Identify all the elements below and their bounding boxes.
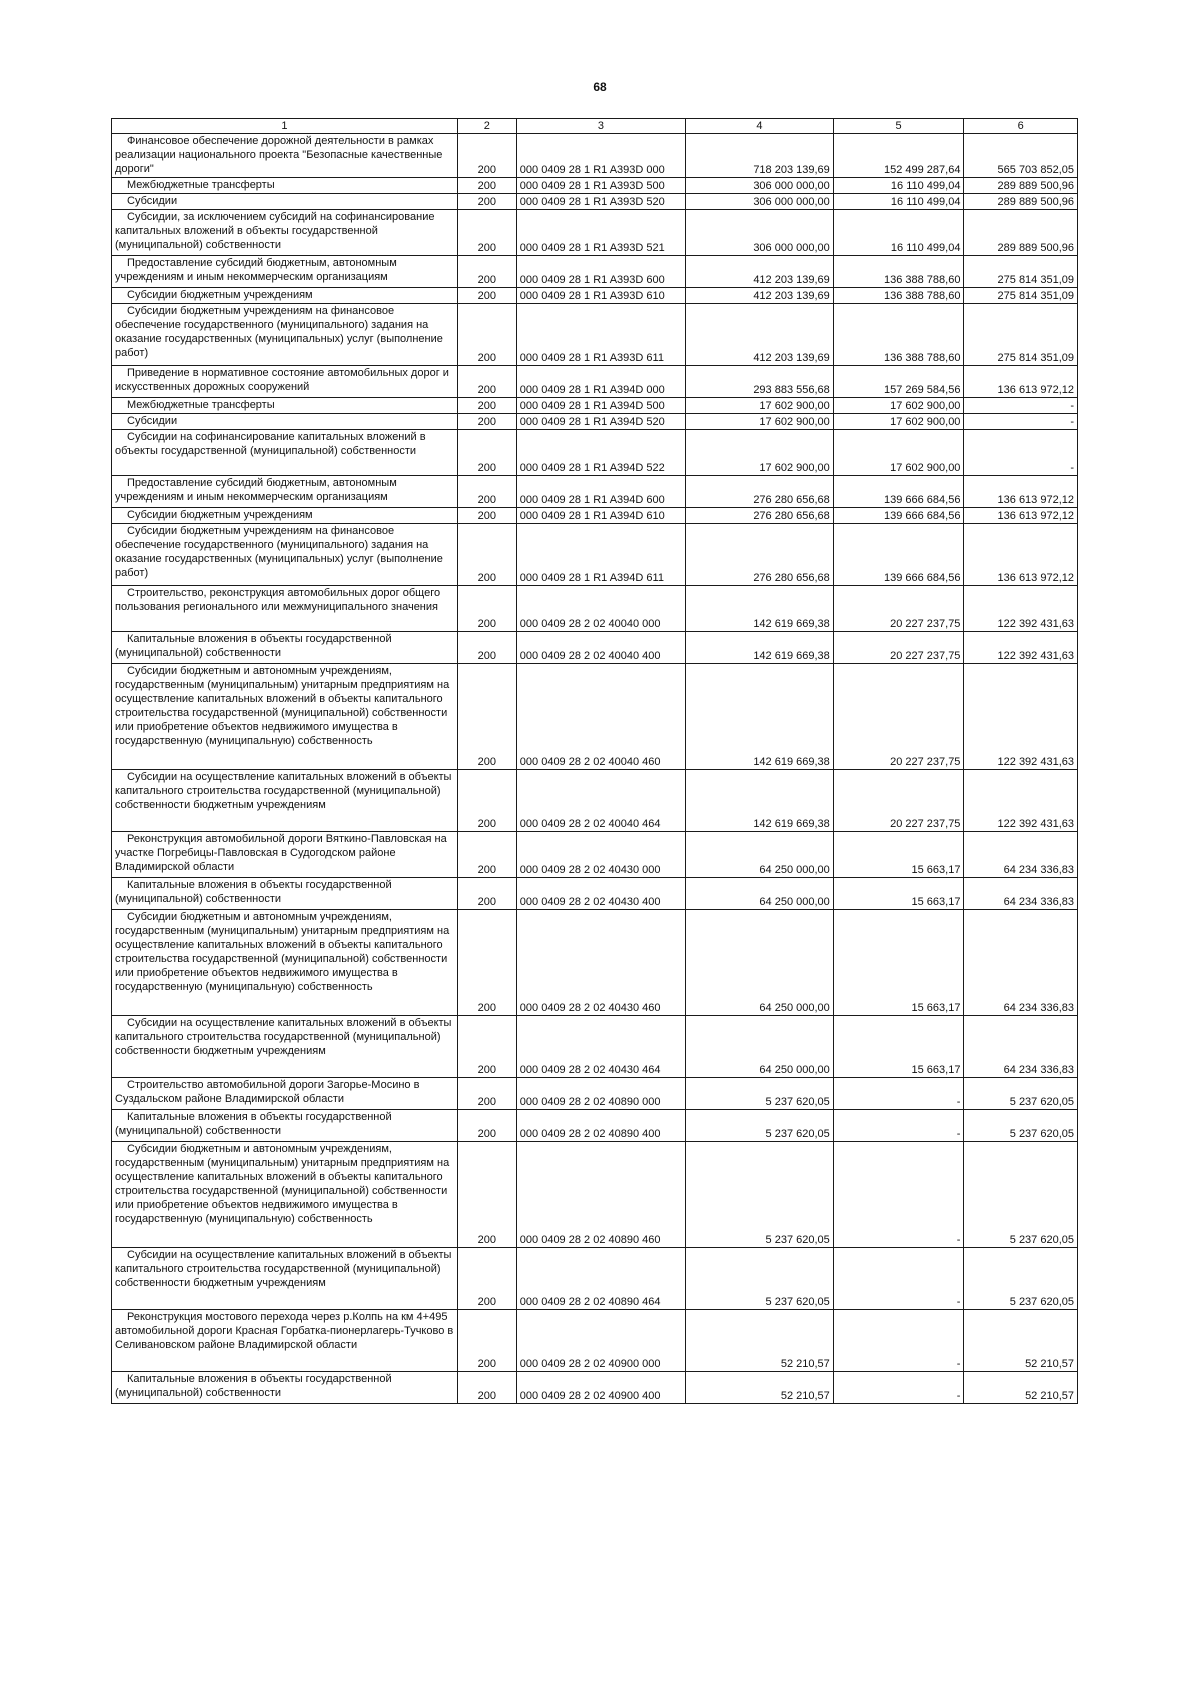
row-value-col4: 64 250 000,00: [686, 1016, 834, 1078]
row-name: Субсидии на осуществление капитальных вложений в объекты капитального строительства государственной (муниципальной) собственности бюджетным учреждениям: [112, 1248, 458, 1310]
row-value-col6: 275 814 351,09: [964, 288, 1078, 304]
row-budget-code: 000 0409 28 1 R1 A394D 610: [516, 508, 685, 524]
row-admin-code: 200: [457, 304, 516, 366]
row-value-col6: 64 234 336,83: [964, 878, 1078, 910]
row-value-col5: 16 110 499,04: [833, 210, 964, 256]
row-value-col5: -: [833, 1078, 964, 1110]
header-col-2: 2: [457, 119, 516, 134]
row-value-col4: 142 619 669,38: [686, 586, 834, 632]
row-budget-code: 000 0409 28 1 R1 A394D 522: [516, 430, 685, 476]
row-name: Субсидии на осуществление капитальных вложений в объекты капитального строительства государственной (муниципальной) собственности бюджетным учреждениям: [112, 770, 458, 832]
table-row: [112, 586, 1078, 632]
row-admin-code: 200: [457, 508, 516, 524]
table-row: [112, 476, 1078, 508]
table-row: [112, 366, 1078, 398]
row-name: Капитальные вложения в объекты государственной (муниципальной) собственности: [112, 632, 458, 664]
row-admin-code: 200: [457, 1078, 516, 1110]
row-budget-code: 000 0409 28 2 02 40900 400: [516, 1372, 685, 1404]
row-budget-code: 000 0409 28 1 R1 A394D 600: [516, 476, 685, 508]
row-admin-code: 200: [457, 476, 516, 508]
row-value-col4: 306 000 000,00: [686, 194, 834, 210]
table-row: [112, 288, 1078, 304]
row-name: Субсидии на софинансирование капитальных вложений в объекты государственной (муниципальной) собственности: [112, 430, 458, 476]
row-value-col5: 20 227 237,75: [833, 586, 964, 632]
row-value-col4: 412 203 139,69: [686, 304, 834, 366]
row-value-col4: 276 280 656,68: [686, 476, 834, 508]
row-name: Реконструкция автомобильной дороги Вяткино-Павловская на участке Погребицы-Павловская в Судогодском районе Владимирской области: [112, 832, 458, 878]
row-budget-code: 000 0409 28 2 02 40890 000: [516, 1078, 685, 1110]
table-row: [112, 1310, 1078, 1372]
row-value-col6: 289 889 500,96: [964, 178, 1078, 194]
row-value-col6: 122 392 431,63: [964, 632, 1078, 664]
header-col-6: 6: [964, 119, 1078, 134]
table-header-row: [112, 119, 1078, 134]
row-value-col6: 136 613 972,12: [964, 366, 1078, 398]
row-value-col6: 52 210,57: [964, 1310, 1078, 1372]
page-number: 68: [593, 80, 607, 94]
row-value-col4: 17 602 900,00: [686, 414, 834, 430]
row-admin-code: 200: [457, 770, 516, 832]
row-value-col4: 412 203 139,69: [686, 288, 834, 304]
row-admin-code: 200: [457, 194, 516, 210]
row-name: Капитальные вложения в объекты государственной (муниципальной) собственности: [112, 878, 458, 910]
row-budget-code: 000 0409 28 2 02 40430 464: [516, 1016, 685, 1078]
row-budget-code: 000 0409 28 1 R1 A394D 520: [516, 414, 685, 430]
table-row: [112, 256, 1078, 288]
table-row: [112, 1142, 1078, 1248]
row-value-col5: -: [833, 1110, 964, 1142]
table-row: [112, 398, 1078, 414]
row-admin-code: 200: [457, 1110, 516, 1142]
row-admin-code: 200: [457, 256, 516, 288]
row-value-col4: 17 602 900,00: [686, 430, 834, 476]
row-value-col6: 122 392 431,63: [964, 664, 1078, 770]
row-value-col6: 5 237 620,05: [964, 1110, 1078, 1142]
row-value-col5: -: [833, 1310, 964, 1372]
row-value-col6: 136 613 972,12: [964, 508, 1078, 524]
row-value-col4: 142 619 669,38: [686, 664, 834, 770]
table-row: [112, 414, 1078, 430]
row-value-col5: 17 602 900,00: [833, 414, 964, 430]
row-name: Субсидии бюджетным учреждениям: [112, 508, 458, 524]
table-body: [112, 134, 1078, 1404]
row-admin-code: 200: [457, 1248, 516, 1310]
row-value-col5: 16 110 499,04: [833, 178, 964, 194]
row-value-col5: 20 227 237,75: [833, 770, 964, 832]
table-row: [112, 1248, 1078, 1310]
row-admin-code: 200: [457, 430, 516, 476]
row-value-col4: 64 250 000,00: [686, 910, 834, 1016]
row-admin-code: 200: [457, 210, 516, 256]
row-name: Предоставление субсидий бюджетным, автономным учреждениям и иным некоммерческим организациям: [112, 476, 458, 508]
table-row: [112, 910, 1078, 1016]
row-value-col6: 275 814 351,09: [964, 256, 1078, 288]
row-value-col5: 20 227 237,75: [833, 664, 964, 770]
row-value-col6: 64 234 336,83: [964, 1016, 1078, 1078]
row-name: Реконструкция мостового перехода через р.Колпь на км 4+495 автомобильной дороги Красная Горбатка-пионерлагерь-Тучково в Селивановском районе Владимирской области: [112, 1310, 458, 1372]
row-name: Капитальные вложения в объекты государственной (муниципальной) собственности: [112, 1372, 458, 1404]
row-value-col6: 5 237 620,05: [964, 1078, 1078, 1110]
row-value-col6: 136 613 972,12: [964, 476, 1078, 508]
row-budget-code: 000 0409 28 1 R1 A393D 611: [516, 304, 685, 366]
row-name: Субсидии, за исключением субсидий на софинансирование капитальных вложений в объекты государственной (муниципальной) собственности: [112, 210, 458, 256]
row-value-col4: 64 250 000,00: [686, 878, 834, 910]
table-row: [112, 664, 1078, 770]
row-name: Финансовое обеспечение дорожной деятельности в рамках реализации национального проекта "Безопасные качественные дороги": [112, 134, 458, 178]
table-row: [112, 194, 1078, 210]
row-admin-code: 200: [457, 366, 516, 398]
row-budget-code: 000 0409 28 1 R1 A393D 520: [516, 194, 685, 210]
row-name: Межбюджетные трансферты: [112, 398, 458, 414]
row-name: Субсидии бюджетным учреждениям: [112, 288, 458, 304]
row-value-col5: -: [833, 1142, 964, 1248]
row-name: Субсидии бюджетным и автономным учреждениям, государственным (муниципальным) унитарным предприятиям на осуществление капитальных вложений в объекты капитального строительства государственной (муниципальной) собственности или приобретение объектов недвижимого имущества в государственную (муниципальную) собственность: [112, 1142, 458, 1248]
row-budget-code: 000 0409 28 2 02 40890 460: [516, 1142, 685, 1248]
table-row: [112, 1110, 1078, 1142]
table-row: [112, 134, 1078, 178]
row-admin-code: 200: [457, 910, 516, 1016]
row-admin-code: 200: [457, 288, 516, 304]
row-value-col6: 52 210,57: [964, 1372, 1078, 1404]
row-value-col5: 16 110 499,04: [833, 194, 964, 210]
row-value-col6: 136 613 972,12: [964, 524, 1078, 586]
row-name: Субсидии: [112, 414, 458, 430]
row-value-col4: 5 237 620,05: [686, 1110, 834, 1142]
row-value-col6: 289 889 500,96: [964, 210, 1078, 256]
row-value-col5: 15 663,17: [833, 878, 964, 910]
row-value-col4: 276 280 656,68: [686, 524, 834, 586]
row-value-col5: -: [833, 1372, 964, 1404]
table-row: [112, 1372, 1078, 1404]
table-row: [112, 508, 1078, 524]
row-admin-code: 200: [457, 632, 516, 664]
row-value-col4: 52 210,57: [686, 1372, 834, 1404]
row-budget-code: 000 0409 28 1 R1 A393D 000: [516, 134, 685, 178]
row-value-col6: 275 814 351,09: [964, 304, 1078, 366]
header-col-5: 5: [833, 119, 964, 134]
row-budget-code: 000 0409 28 2 02 40040 460: [516, 664, 685, 770]
row-value-col5: 157 269 584,56: [833, 366, 964, 398]
table-row: [112, 178, 1078, 194]
header-col-1: 1: [112, 119, 458, 134]
row-value-col5: 152 499 287,64: [833, 134, 964, 178]
table-row: [112, 430, 1078, 476]
row-budget-code: 000 0409 28 2 02 40890 464: [516, 1248, 685, 1310]
row-budget-code: 000 0409 28 2 02 40900 000: [516, 1310, 685, 1372]
row-value-col6: 64 234 336,83: [964, 832, 1078, 878]
row-value-col4: 142 619 669,38: [686, 770, 834, 832]
row-value-col5: 20 227 237,75: [833, 632, 964, 664]
row-value-col5: 15 663,17: [833, 910, 964, 1016]
row-value-col5: 136 388 788,60: [833, 288, 964, 304]
row-name: Субсидии бюджетным и автономным учреждениям, государственным (муниципальным) унитарным предприятиям на осуществление капитальных вложений в объекты капитального строительства государственной (муниципальной) собственности или приобретение объектов недвижимого имущества в государственную (муниципальную) собственность: [112, 664, 458, 770]
table-row: [112, 878, 1078, 910]
row-value-col5: 139 666 684,56: [833, 524, 964, 586]
row-admin-code: 200: [457, 414, 516, 430]
row-value-col4: 276 280 656,68: [686, 508, 834, 524]
row-admin-code: 200: [457, 1016, 516, 1078]
row-admin-code: 200: [457, 524, 516, 586]
row-value-col4: 52 210,57: [686, 1310, 834, 1372]
row-admin-code: 200: [457, 586, 516, 632]
table-row: [112, 304, 1078, 366]
row-admin-code: 200: [457, 1142, 516, 1248]
row-budget-code: 000 0409 28 1 R1 A393D 521: [516, 210, 685, 256]
row-value-col4: 5 237 620,05: [686, 1078, 834, 1110]
row-value-col4: 293 883 556,68: [686, 366, 834, 398]
row-value-col5: -: [833, 1248, 964, 1310]
row-value-col4: 5 237 620,05: [686, 1142, 834, 1248]
row-value-col6: -: [964, 398, 1078, 414]
row-value-col6: 5 237 620,05: [964, 1142, 1078, 1248]
row-value-col5: 15 663,17: [833, 1016, 964, 1078]
row-name: Строительство, реконструкция автомобильных дорог общего пользования регионального или межмуниципального значения: [112, 586, 458, 632]
row-admin-code: 200: [457, 1372, 516, 1404]
row-name: Субсидии: [112, 194, 458, 210]
row-value-col4: 306 000 000,00: [686, 178, 834, 194]
row-name: Строительство автомобильной дороги Загорье-Мосино в Суздальском районе Владимирской области: [112, 1078, 458, 1110]
table-row: [112, 832, 1078, 878]
row-value-col6: 122 392 431,63: [964, 770, 1078, 832]
row-value-col6: 5 237 620,05: [964, 1248, 1078, 1310]
row-value-col5: 139 666 684,56: [833, 476, 964, 508]
row-value-col5: 136 388 788,60: [833, 256, 964, 288]
row-value-col4: 64 250 000,00: [686, 832, 834, 878]
header-col-4: 4: [686, 119, 834, 134]
row-value-col5: 17 602 900,00: [833, 430, 964, 476]
row-value-col6: 122 392 431,63: [964, 586, 1078, 632]
row-budget-code: 000 0409 28 1 R1 A393D 610: [516, 288, 685, 304]
row-value-col6: 64 234 336,83: [964, 910, 1078, 1016]
budget-table: [111, 118, 1078, 1404]
row-value-col5: 15 663,17: [833, 832, 964, 878]
row-value-col4: 142 619 669,38: [686, 632, 834, 664]
row-name: Субсидии на осуществление капитальных вложений в объекты капитального строительства государственной (муниципальной) собственности бюджетным учреждениям: [112, 1016, 458, 1078]
table-row: [112, 632, 1078, 664]
row-budget-code: 000 0409 28 2 02 40430 460: [516, 910, 685, 1016]
row-name: Межбюджетные трансферты: [112, 178, 458, 194]
row-value-col4: 306 000 000,00: [686, 210, 834, 256]
row-budget-code: 000 0409 28 1 R1 A393D 500: [516, 178, 685, 194]
row-budget-code: 000 0409 28 2 02 40040 464: [516, 770, 685, 832]
row-admin-code: 200: [457, 664, 516, 770]
row-value-col4: 412 203 139,69: [686, 256, 834, 288]
row-budget-code: 000 0409 28 2 02 40430 400: [516, 878, 685, 910]
row-admin-code: 200: [457, 878, 516, 910]
row-admin-code: 200: [457, 832, 516, 878]
row-budget-code: 000 0409 28 1 R1 A394D 500: [516, 398, 685, 414]
row-value-col6: -: [964, 430, 1078, 476]
row-value-col5: 17 602 900,00: [833, 398, 964, 414]
row-admin-code: 200: [457, 1310, 516, 1372]
row-budget-code: 000 0409 28 1 R1 A393D 600: [516, 256, 685, 288]
header-col-3: 3: [516, 119, 685, 134]
row-budget-code: 000 0409 28 1 R1 A394D 611: [516, 524, 685, 586]
table-row: [112, 1078, 1078, 1110]
row-value-col4: 5 237 620,05: [686, 1248, 834, 1310]
row-budget-code: 000 0409 28 1 R1 A394D 000: [516, 366, 685, 398]
row-name: Субсидии бюджетным учреждениям на финансовое обеспечение государственного (муниципального) задания на оказание государственных (муниципальных) услуг (выполнение работ): [112, 524, 458, 586]
row-budget-code: 000 0409 28 2 02 40040 400: [516, 632, 685, 664]
table-row: [112, 210, 1078, 256]
table-row: [112, 1016, 1078, 1078]
row-budget-code: 000 0409 28 2 02 40040 000: [516, 586, 685, 632]
row-name: Предоставление субсидий бюджетным, автономным учреждениям и иным некоммерческим организациям: [112, 256, 458, 288]
row-value-col4: 17 602 900,00: [686, 398, 834, 414]
row-admin-code: 200: [457, 134, 516, 178]
row-name: Субсидии бюджетным и автономным учреждениям, государственным (муниципальным) унитарным предприятиям на осуществление капитальных вложений в объекты капитального строительства государственной (муниципальной) собственности или приобретение объектов недвижимого имущества в государственную (муниципальную) собственность: [112, 910, 458, 1016]
row-value-col5: 139 666 684,56: [833, 508, 964, 524]
row-value-col6: 565 703 852,05: [964, 134, 1078, 178]
row-value-col6: 289 889 500,96: [964, 194, 1078, 210]
row-admin-code: 200: [457, 178, 516, 194]
row-budget-code: 000 0409 28 2 02 40430 000: [516, 832, 685, 878]
row-admin-code: 200: [457, 398, 516, 414]
row-name: Субсидии бюджетным учреждениям на финансовое обеспечение государственного (муниципального) задания на оказание государственных (муниципальных) услуг (выполнение работ): [112, 304, 458, 366]
row-budget-code: 000 0409 28 2 02 40890 400: [516, 1110, 685, 1142]
row-name: Капитальные вложения в объекты государственной (муниципальной) собственности: [112, 1110, 458, 1142]
table-row: [112, 770, 1078, 832]
row-value-col5: 136 388 788,60: [833, 304, 964, 366]
row-value-col4: 718 203 139,69: [686, 134, 834, 178]
row-name: Приведение в нормативное состояние автомобильных дорог и искусственных дорожных сооружений: [112, 366, 458, 398]
table-row: [112, 524, 1078, 586]
row-value-col6: -: [964, 414, 1078, 430]
